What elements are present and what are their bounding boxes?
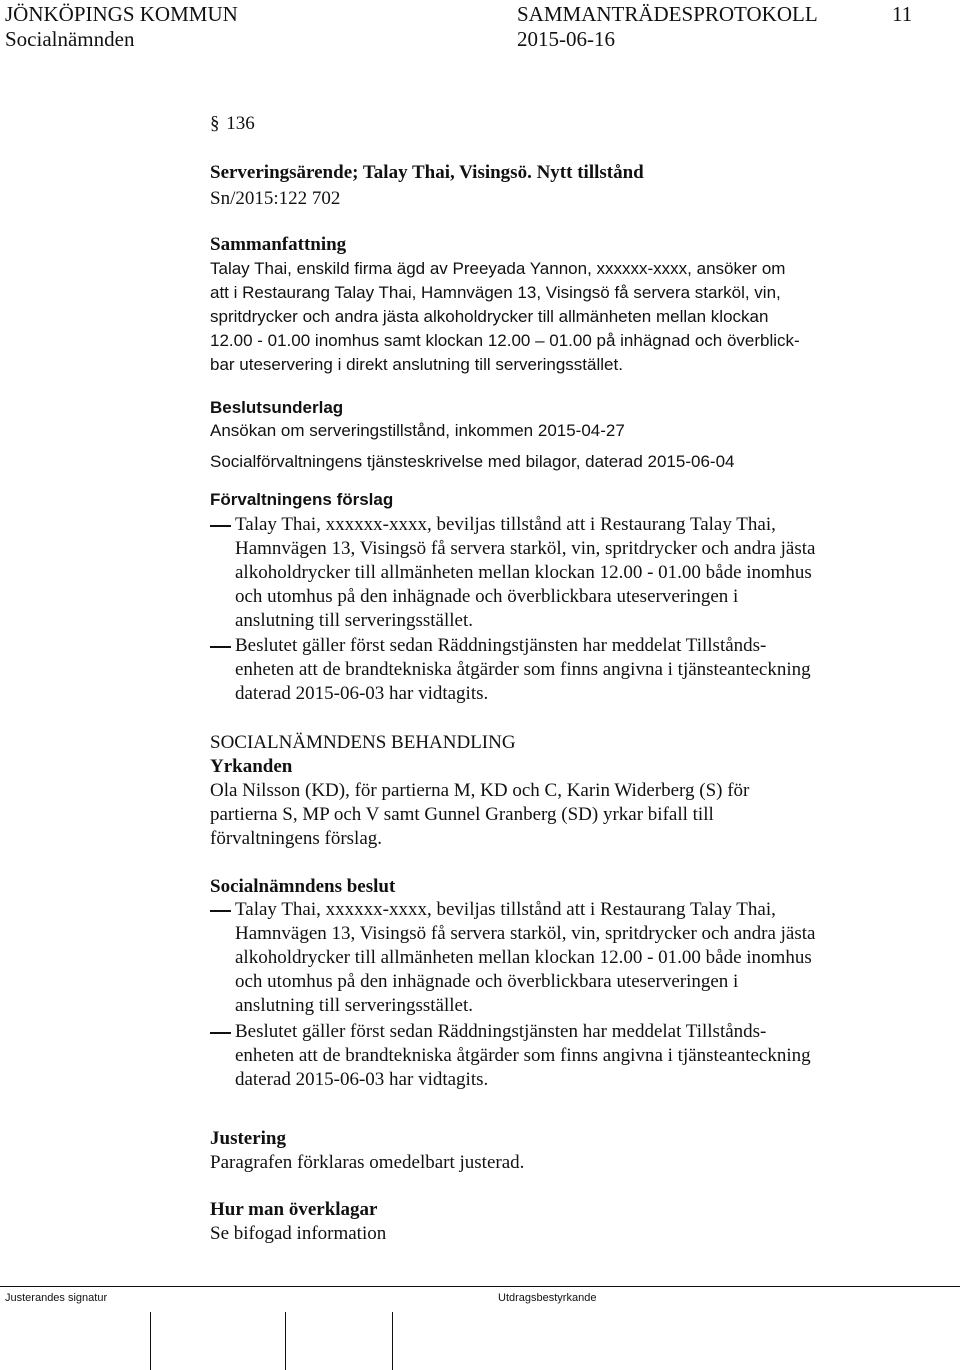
proposal-bullet-line: och utomhus på den inhägnade och överblickbara uteserveringen i bbox=[235, 586, 739, 607]
decision-bullet-line: Talay Thai, xxxxxx-xxxx, beviljas tillstånd att i Restaurang Talay Thai, bbox=[235, 899, 776, 920]
adjustment-text: Paragrafen förklaras omedelbart justerad. bbox=[210, 1152, 525, 1173]
motions-heading: Yrkanden bbox=[210, 756, 293, 777]
summary-line: att i Restaurang Talay Thai, Hamnvägen 13, Visingsö få servera starköl, vin, bbox=[210, 283, 781, 302]
bullet-dash bbox=[210, 1032, 231, 1034]
decision-bullet-line: och utomhus på den inhägnade och överblickbara uteserveringen i bbox=[235, 971, 739, 992]
motions-line: partierna S, MP och V samt Gunnel Granberg (SD) yrkar bifall till bbox=[210, 804, 714, 825]
summary-line: Talay Thai, enskild firma ägd av Preeyada Yannon, xxxxxx-xxxx, ansöker om bbox=[210, 259, 786, 278]
decision-bullet-line: daterad 2015-06-03 har vidtagits. bbox=[235, 1069, 489, 1090]
signature-box-divider bbox=[392, 1312, 393, 1370]
proposal-bullet-line: Beslutet gäller först sedan Räddningstjänsten har meddelat Tillstånds- bbox=[235, 635, 767, 656]
proposal-bullet-line: anslutning till serveringsstället. bbox=[235, 610, 473, 631]
motions-line: Ola Nilsson (KD), för partierna M, KD och C, Karin Widerberg (S) för bbox=[210, 780, 750, 801]
bullet-dash bbox=[210, 910, 231, 912]
bullet-dash bbox=[210, 646, 231, 648]
signature-box-divider bbox=[285, 1312, 286, 1370]
case-number: Sn/2015:122 702 bbox=[210, 188, 341, 209]
signature-box-divider bbox=[150, 1312, 151, 1370]
section-symbol: § bbox=[210, 113, 220, 134]
paragraph-title: Serveringsärende; Talay Thai, Visingsö. Nytt tillstånd bbox=[210, 162, 644, 183]
decision-heading: Socialnämndens beslut bbox=[210, 876, 396, 897]
header-date: 2015-06-16 bbox=[517, 27, 615, 51]
proposal-bullet-line: enheten att de brandtekniska åtgärder som finns angivna i tjänsteanteckning bbox=[235, 659, 811, 680]
header-doc-type: SAMMANTRÄDESPROTOKOLL bbox=[517, 2, 818, 26]
basis-item: Socialförvaltningens tjänsteskrivelse med bilagor, daterad 2015-06-04 bbox=[210, 452, 735, 471]
proposal-bullet-line: Hamnvägen 13, Visingsö få servera starköl, vin, spritdrycker och andra jästa bbox=[235, 538, 816, 559]
decision-bullet-line: anslutning till serveringsstället. bbox=[235, 995, 473, 1016]
adjustment-heading: Justering bbox=[210, 1128, 286, 1149]
treatment-heading: SOCIALNÄMNDENS BEHANDLING bbox=[210, 732, 516, 753]
decision-bullet-line: Hamnvägen 13, Visingsö få servera starköl, vin, spritdrycker och andra jästa bbox=[235, 923, 816, 944]
header-page-number: 11 bbox=[892, 2, 913, 26]
section-number: 136 bbox=[226, 113, 255, 134]
basis-item: Ansökan om serveringstillstånd, inkommen 2015-04-27 bbox=[210, 421, 625, 440]
appeal-heading: Hur man överklagar bbox=[210, 1199, 378, 1220]
header-committee: Socialnämnden bbox=[5, 27, 135, 51]
motions-line: förvaltningens förslag. bbox=[210, 828, 383, 849]
decision-bullet-line: enheten att de brandtekniska åtgärder som finns angivna i tjänsteanteckning bbox=[235, 1045, 811, 1066]
proposal-bullet-line: alkoholdrycker till allmänheten mellan klockan 12.00 - 01.00 både inomhus bbox=[235, 562, 812, 583]
signature-label: Justerandes signatur bbox=[5, 1292, 108, 1304]
footer-rule bbox=[0, 1286, 960, 1287]
header-org: JÖNKÖPINGS KOMMUN bbox=[5, 2, 238, 26]
excerpt-label: Utdragsbestyrkande bbox=[498, 1292, 597, 1304]
decision-bullet-line: alkoholdrycker till allmänheten mellan klockan 12.00 - 01.00 både inomhus bbox=[235, 947, 812, 968]
summary-line: 12.00 - 01.00 inomhus samt klockan 12.00 – 01.00 på inhägnad och överblick- bbox=[210, 331, 800, 350]
decision-bullet-line: Beslutet gäller först sedan Räddningstjänsten har meddelat Tillstånds- bbox=[235, 1021, 767, 1042]
appeal-text: Se bifogad information bbox=[210, 1223, 387, 1244]
basis-heading: Beslutsunderlag bbox=[210, 398, 344, 417]
summary-line: bar uteservering i direkt anslutning till serveringsstället. bbox=[210, 355, 623, 374]
bullet-dash bbox=[210, 525, 231, 527]
summary-heading: Sammanfattning bbox=[210, 234, 347, 255]
paragraph-number bbox=[210, 112, 255, 136]
proposal-bullet-line: daterad 2015-06-03 har vidtagits. bbox=[235, 683, 489, 704]
proposal-heading: Förvaltningens förslag bbox=[210, 490, 394, 509]
summary-line: spritdrycker och andra jästa alkoholdrycker till allmänheten mellan klockan bbox=[210, 307, 769, 326]
proposal-bullet-line: Talay Thai, xxxxxx-xxxx, beviljas tillstånd att i Restaurang Talay Thai, bbox=[235, 514, 776, 535]
